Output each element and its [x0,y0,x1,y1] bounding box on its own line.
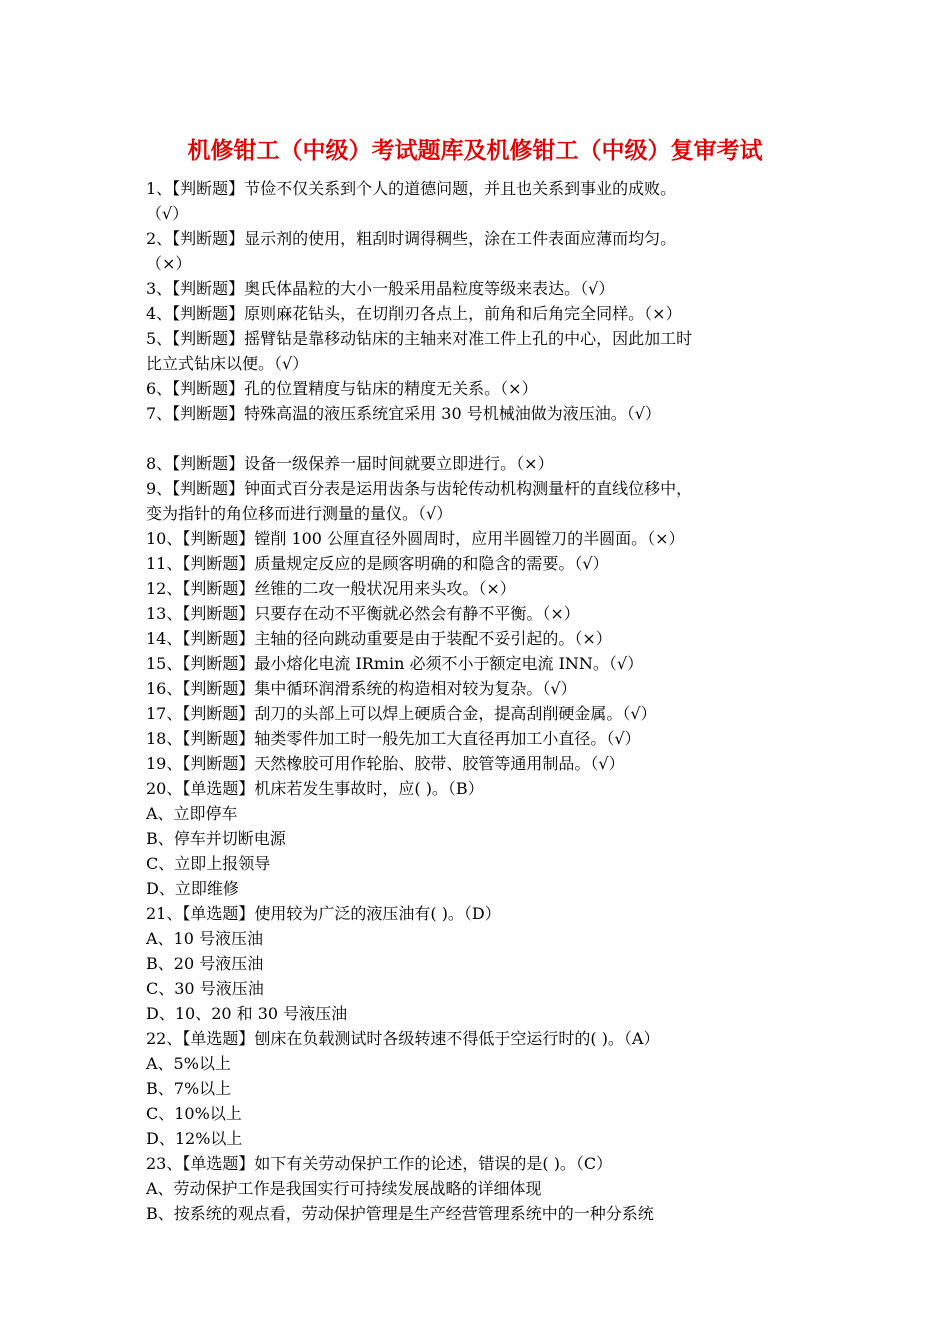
question-line: 2、【判断题】显示剂的使用，粗刮时调得稠些，涂在工件表面应薄而均匀。 [146,229,677,248]
option-line: B、7%以上 [146,1079,232,1098]
answer-line: （×） [146,254,192,273]
question-line: 9、【判断题】钟面式百分表是运用齿条与齿轮传动机构测量杆的直线位移中， [146,479,693,498]
question-line: 12、【判断题】丝锥的二攻一般状况用来头攻。（×） [146,579,516,598]
question-line: 20、【单选题】机床若发生事故时，应( )。（B） [146,779,484,798]
question-line: 16、【判断题】集中循环润滑系统的构造相对较为复杂。（√） [146,679,577,698]
option-line: A、5%以上 [146,1054,231,1073]
option-line: A、立即停车 [146,804,238,823]
question-line: 4、【判断题】原则麻花钻头，在切削刃各点上，前角和后角完全同样。（×） [146,304,682,323]
option-line: B、停车并切断电源 [146,829,286,848]
question-line: 7、【判断题】特殊高温的液压系统宜采用 30 号机械油做为液压油。（√） [146,404,661,423]
question-line: 11、【判断题】质量规定反应的是顾客明确的和隐含的需要。（√） [146,554,609,573]
question-line: 17、【判断题】刮刀的头部上可以焊上硬质合金，提高刮削硬金属。（√） [146,704,657,723]
option-line: B、按系统的观点看，劳动保护管理是生产经营管理系统中的一种分系统 [146,1204,654,1223]
option-line: D、立即维修 [146,879,239,898]
question-line: 5、【判断题】摇臂钻是靠移动钻床的主轴来对准工件上孔的中心，因此加工时 [146,329,693,348]
question-line: 比立式钻床以便。（√） [146,354,309,373]
question-line: 23、【单选题】如下有关劳动保护工作的论述，错误的是( )。（C） [146,1154,613,1173]
option-line: C、10%以上 [146,1104,242,1123]
question-line: 14、【判断题】主轴的径向跳动重要是由于装配不妥引起的。（×） [146,629,612,648]
question-line: 15、【判断题】最小熔化电流 IRmin 必须不小于额定电流 INN。（√） [146,654,644,673]
question-list [146,176,808,1226]
option-line: A、劳动保护工作是我国实行可持续发展战略的详细体现 [146,1179,542,1198]
option-line: C、立即上报领导 [146,854,271,873]
option-line: C、30 号液压油 [146,979,264,998]
question-line: 6、【判断题】孔的位置精度与钻床的精度无关系。（×） [146,379,538,398]
option-line: A、10 号液压油 [146,929,264,948]
document-title: 机修钳工（中级）考试题库及机修钳工（中级）复审考试 [187,137,763,164]
option-line: D、12%以上 [146,1129,243,1148]
question-line: 13、【判断题】只要存在动不平衡就必然会有静不平衡。（×） [146,604,580,623]
question-line: 22、【单选题】刨床在负载测试时各级转速不得低于空运行时的( )。（A） [146,1029,660,1048]
question-line: 10、【判断题】镗削 100 公厘直径外圆周时，应用半圆镗刀的半圆面。（×） [146,529,685,548]
option-line: D、10、20 和 30 号液压油 [146,1004,348,1023]
question-line: 变为指针的角位移而进行测量的量仪。（√） [146,504,453,523]
question-line: 21、【单选题】使用较为广泛的液压油有( )。（D） [146,904,501,923]
question-line: 3、【判断题】奥氏体晶粒的大小一般采用晶粒度等级来表达。（√） [146,279,615,298]
answer-line: （√） [146,204,189,223]
option-line: B、20 号液压油 [146,954,264,973]
question-line: 8、【判断题】设备一级保养一届时间就要立即进行。（×） [146,454,554,473]
blank-line [146,426,808,451]
question-line: 19、【判断题】天然橡胶可用作轮胎、胶带、胶管等通用制品。（√） [146,754,625,773]
question-line: 18、【判断题】轴类零件加工时一般先加工大直径再加工小直径。（√） [146,729,641,748]
question-line: 1、【判断题】节俭不仅关系到个人的道德问题，并且也关系到事业的成败。 [146,179,677,198]
